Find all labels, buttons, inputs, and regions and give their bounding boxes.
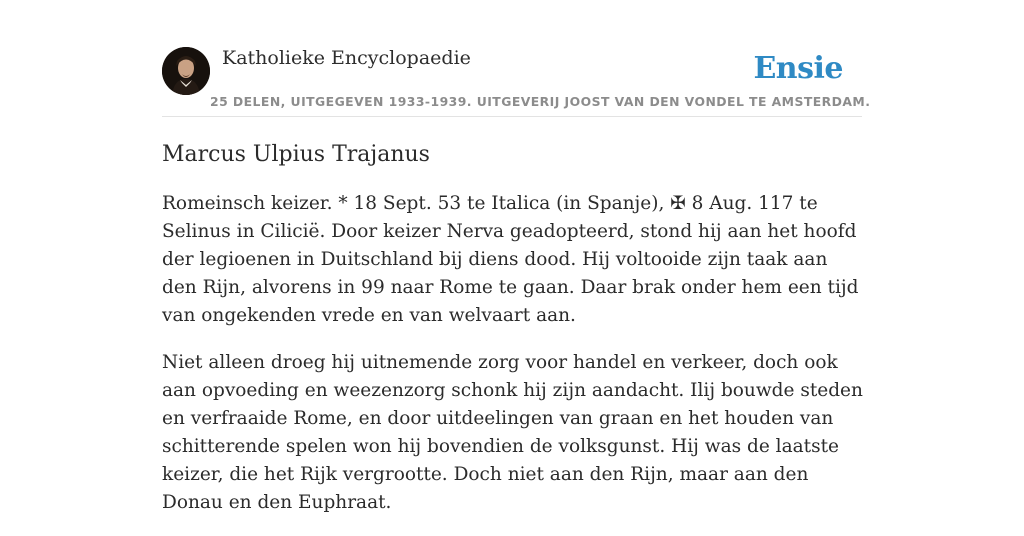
source-title[interactable]: Katholieke Encyclopaedie bbox=[222, 47, 471, 69]
article bbox=[162, 140, 867, 536]
article-paragraph: Niet alleen droeg hij uitnemende zorg voor handel en verkeer, doch ook aan opvoeding en weezenzorg schonk hij zijn aandacht. Ilij bouwde steden en verfraaide Rome, en door uitdeelingen van graan en het houden van schitterende spelen won hij bovendien de volksgunst. Hij was de laatste keizer, die het Rijk vergrootte. Doch niet aan den Rijn, maar aan den Donau en den Euphraat. bbox=[162, 352, 863, 513]
article-paragraph: Romeinsch keizer. * 18 Sept. 53 te Italica (in Spanje), ✠ 8 Aug. 117 te Selinus in Cilicië. Door keizer Nerva geadopteerd, stond hij aan het hoofd der legioenen in Duitschland bij diens dood. Hij voltooide zijn taak aan den Rijn, alvorens in 99 naar Rome te gaan. Daar brak onder hem een tijd van ongekenden vrede en van welvaart aan. bbox=[162, 193, 859, 326]
source-header bbox=[162, 44, 871, 117]
article-title: Marcus Ulpius Trajanus bbox=[162, 142, 430, 167]
ensie-logo[interactable]: Ensie bbox=[753, 51, 843, 86]
portrait-avatar-icon[interactable] bbox=[162, 47, 210, 95]
source-subtitle: 25 DELEN, UITGEGEVEN 1933-1939. UITGEVERIJ JOOST VAN DEN VONDEL TE AMSTERDAM. bbox=[210, 94, 871, 109]
